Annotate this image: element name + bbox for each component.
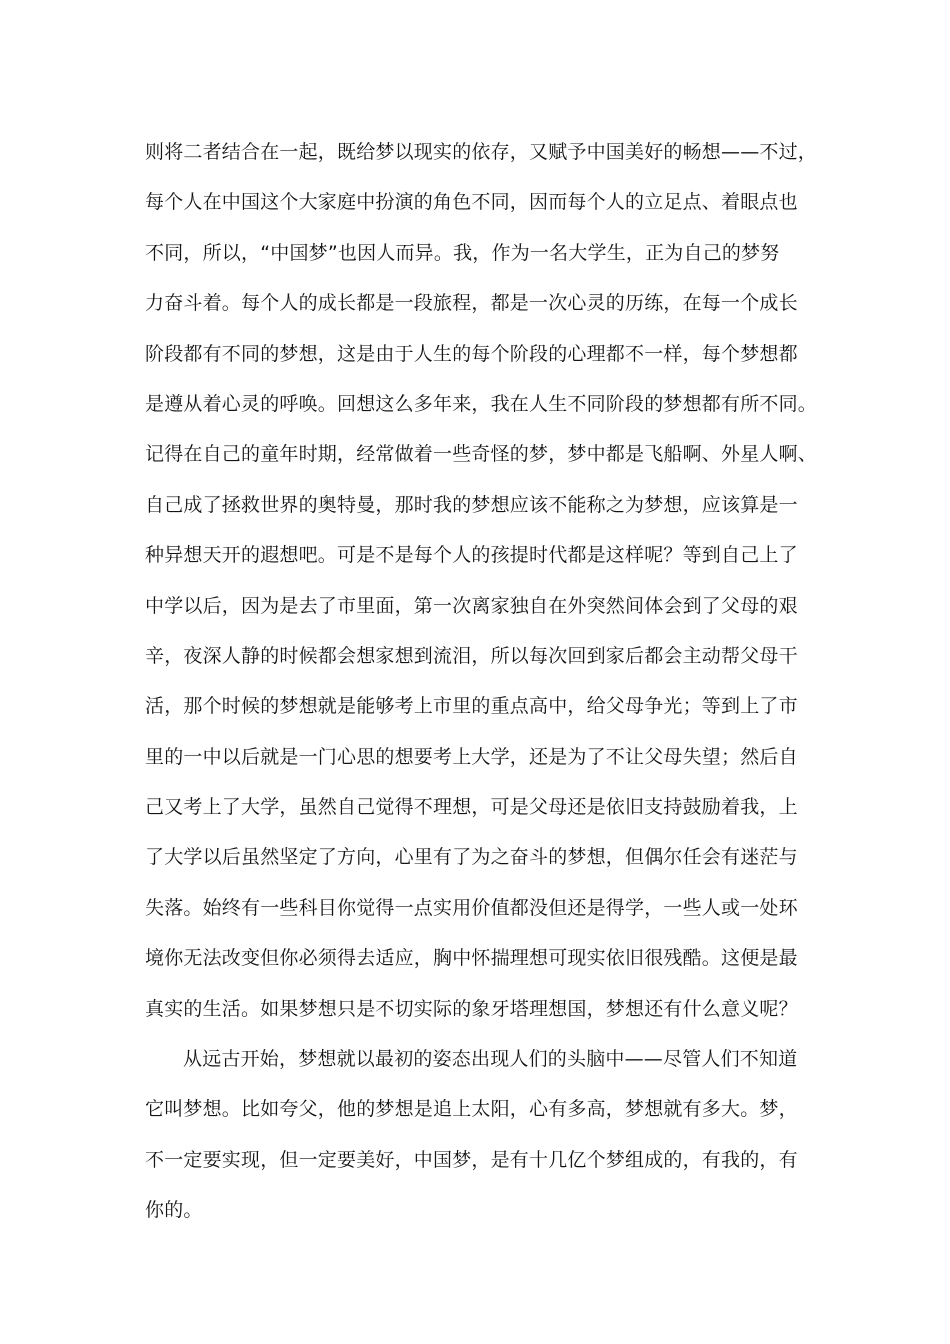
text-line: 你的。 [145, 1199, 203, 1222]
text-line: 里的一中以后就是一门心思的想要考上大学，还是为了不让父母失望；然后自 [145, 745, 798, 768]
text-line: 不同，所以，“中国梦”也因人而异。我，作为一名大学生，正为自己的梦努 [145, 241, 780, 264]
paragraph-2 [145, 1034, 815, 1236]
text-line: 每个人在中国这个大家庭中扮演的角色不同，因而每个人的立足点、着眼点也 [145, 191, 798, 214]
text-line: 从远古开始，梦想就以最初的姿态出现人们的头脑中——尽管人们不知道 [183, 1048, 798, 1071]
text-line: 是遵从着心灵的呼唤。回想这么多年来，我在人生不同阶段的梦想都有所不同。 [145, 392, 818, 415]
text-line: 活，那个时候的梦想就是能够考上市里的重点高中，给父母争光；等到上了市 [145, 695, 798, 718]
text-line: 它叫梦想。比如夸父，他的梦想是追上太阳，心有多高，梦想就有多大。梦， [145, 1098, 798, 1121]
text-line: 则将二者结合在一起，既给梦以现实的依存，又赋予中国美好的畅想——不过， [145, 141, 818, 163]
text-line: 阶段都有不同的梦想，这是由于人生的每个阶段的心理都不一样，每个梦想都 [145, 342, 798, 365]
text-line: 不一定要实现，但一定要美好，中国梦，是有十几亿个梦组成的，有我的，有 [145, 1148, 798, 1171]
text-line: 中学以后，因为是去了市里面，第一次离家独自在外突然间体会到了父母的艰 [145, 594, 798, 617]
text-line: 种异想天开的遐想吧。可是不是每个人的孩提时代都是这样呢？等到自己上了 [145, 544, 798, 567]
text-line: 己又考上了大学，虽然自己觉得不理想，可是父母还是依旧支持鼓励着我，上 [145, 796, 798, 819]
document-body [145, 127, 818, 1236]
text-line: 记得在自己的童年时期，经常做着一些奇怪的梦，梦中都是飞船啊、外星人啊、 [145, 443, 818, 466]
text-line: 境你无法改变但你必须得去适应，胸中怀揣理想可现实依旧很残酷。这便是最 [145, 947, 798, 970]
text-line: 自己成了拯救世界的奥特曼，那时我的梦想应该不能称之为梦想，应该算是一 [145, 493, 798, 516]
text-line: 辛，夜深人静的时候都会想家想到流泪，所以每次回到家后都会主动帮父母干 [145, 644, 798, 667]
text-line: 了大学以后虽然坚定了方向，心里有了为之奋斗的梦想，但偶尔任会有迷茫与 [145, 846, 798, 869]
paragraph-1 [145, 127, 818, 1034]
text-line: 失落。始终有一些科目你觉得一点实用价值都没但还是得学，一些人或一处环 [145, 896, 798, 919]
text-line: 真实的生活。如果梦想只是不切实际的象牙塔理想国，梦想还有什么意义呢？ [145, 997, 798, 1020]
text-line: 力奋斗着。每个人的成长都是一段旅程，都是一次心灵的历练，在每一个成长 [145, 292, 798, 315]
